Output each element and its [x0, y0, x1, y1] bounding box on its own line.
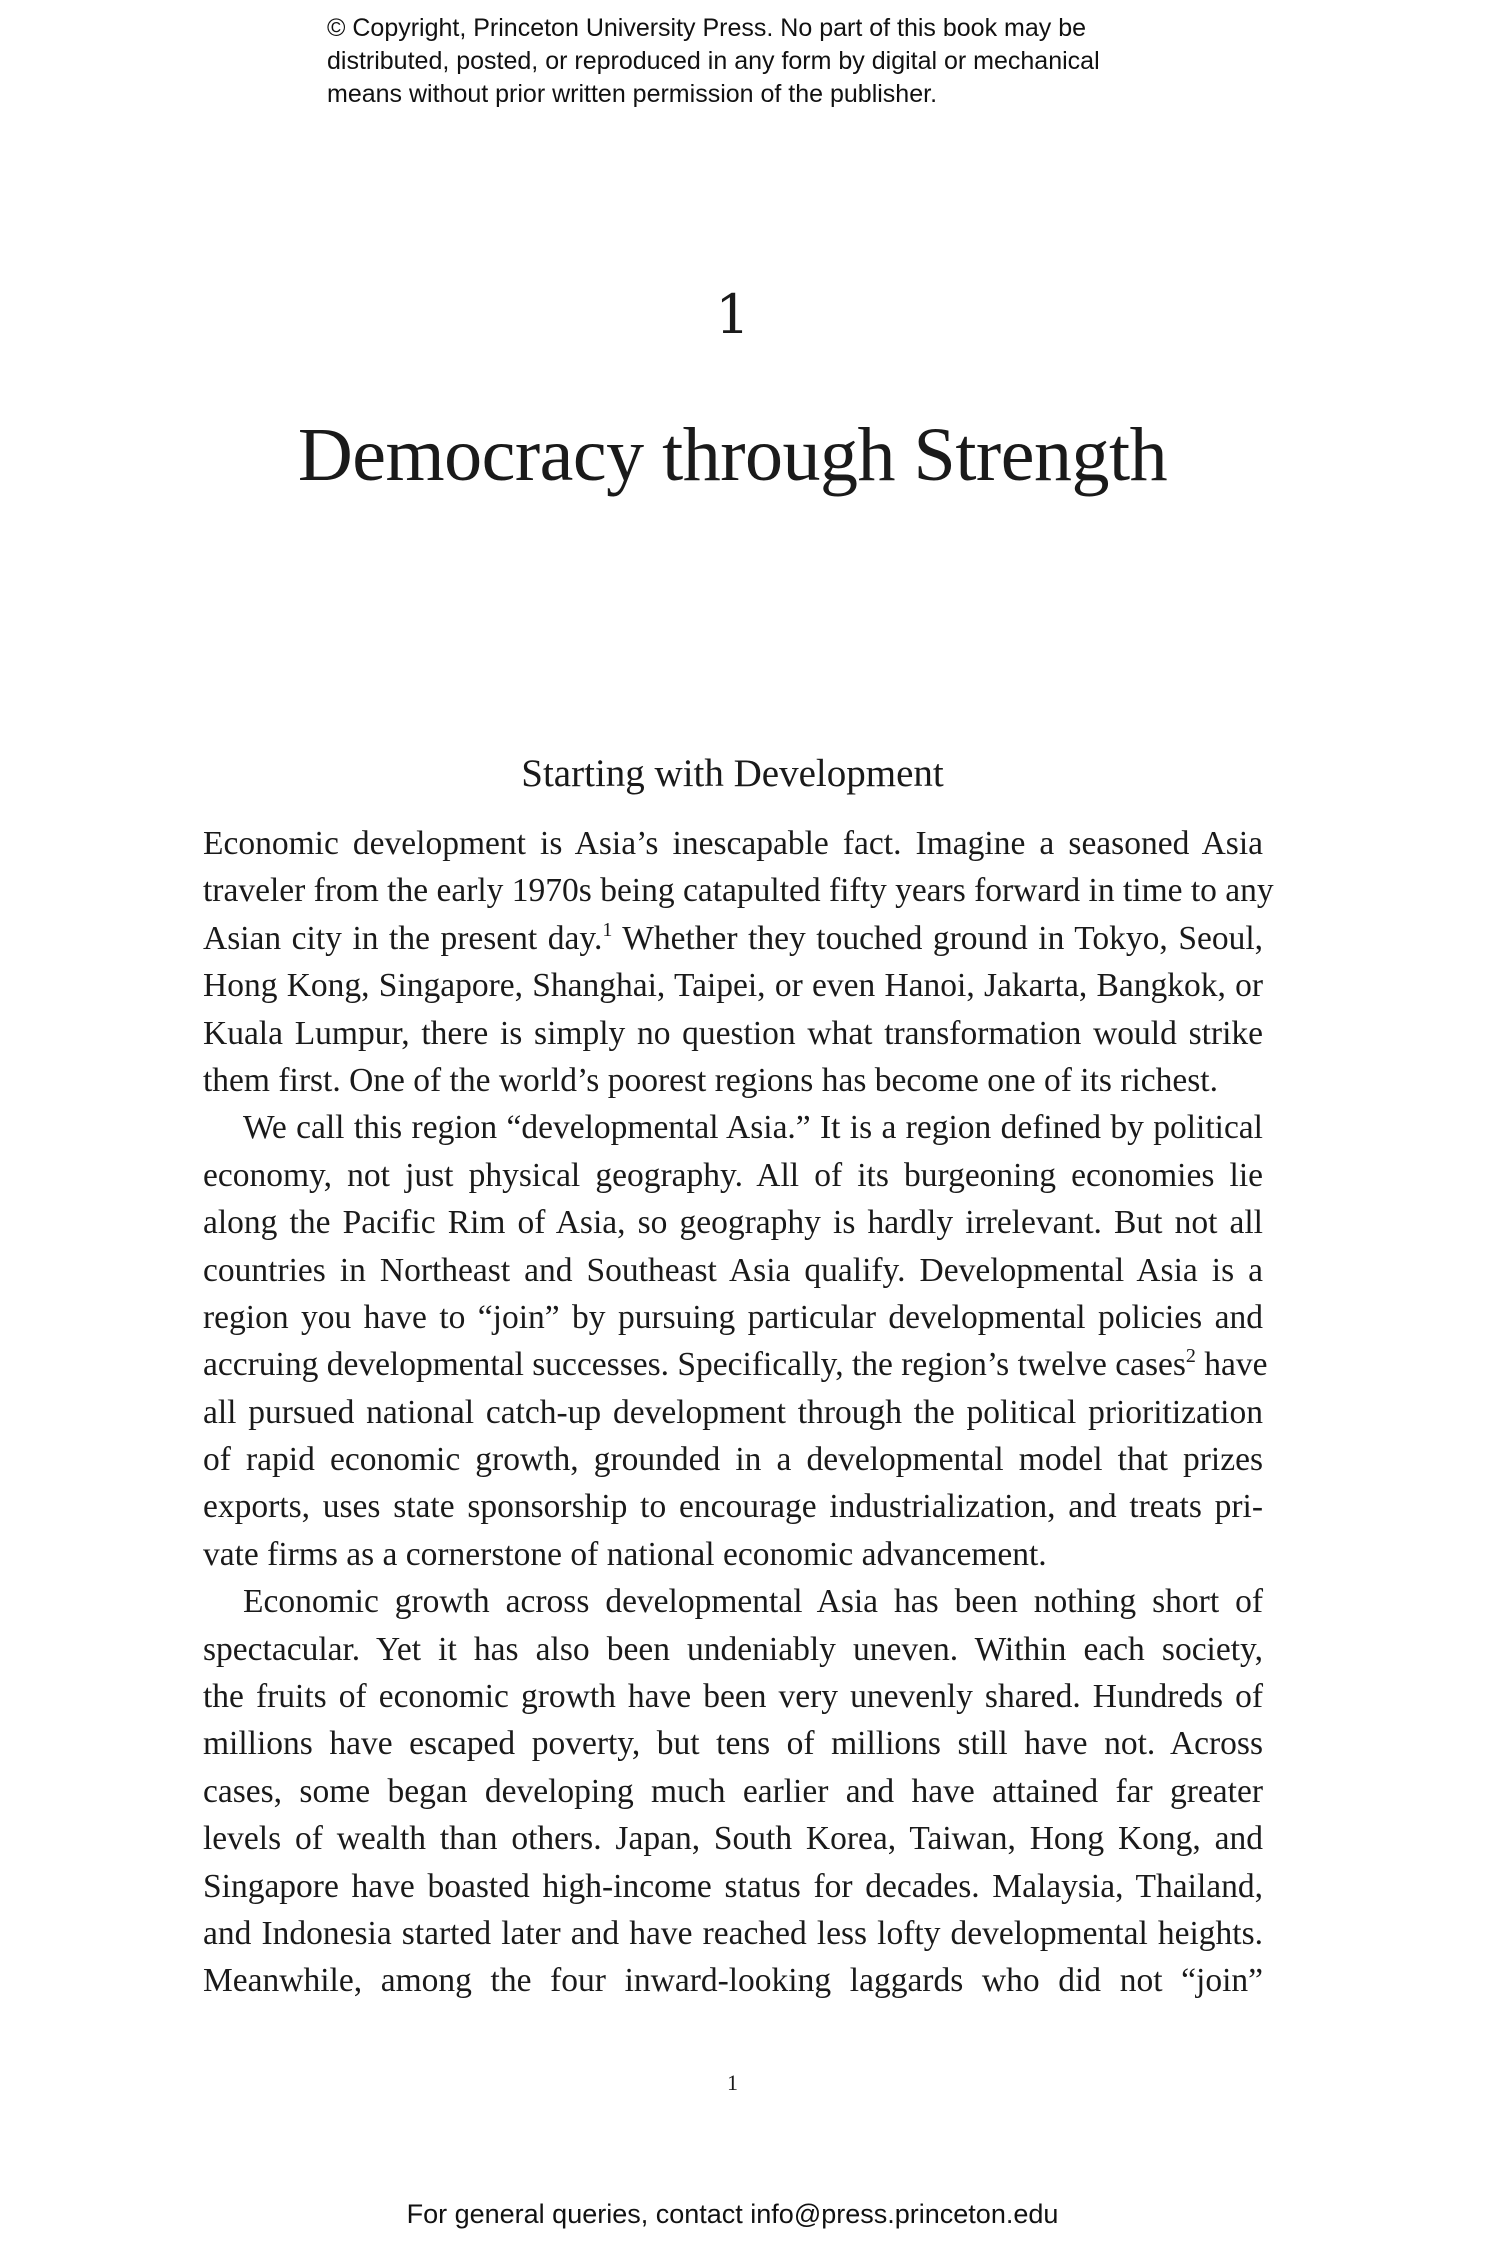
paragraph — [203, 1104, 1268, 1578]
paragraph — [203, 1578, 1263, 2005]
chapter-number: 1 — [715, 283, 750, 346]
text-line: cases, some began developing much earlier and have attained far greater — [203, 1772, 1263, 1810]
section-heading: Starting with Development — [521, 752, 944, 795]
text-fragment: accruing developmental successes. Specifically, the region’s twelve cases — [203, 1346, 1186, 1384]
text-line: economy, not just physical geography. All of its burgeoning economies lie — [203, 1156, 1263, 1194]
text-line: Kuala Lumpur, there is simply no question what transformation would strike — [203, 1014, 1263, 1052]
text-line — [203, 1341, 1268, 1388]
text-line: Economic growth across developmental Asia has been nothing short of — [243, 1583, 1263, 1621]
footnote-marker[interactable]: 1 — [602, 918, 613, 941]
text-line: along the Pacific Rim of Asia, so geography is hardly irrelevant. But not all — [203, 1204, 1263, 1242]
page-number: 1 — [727, 2070, 738, 2095]
text-line: levels of wealth than others. Japan, South Korea, Taiwan, Hong Kong, and — [203, 1820, 1263, 1858]
text-line: all pursued national catch-up development through the political prioritization — [203, 1393, 1263, 1431]
text-line: exports, uses state sponsorship to encourage industrialization, and treats pri- — [203, 1488, 1263, 1526]
copyright-line: means without prior written permission of the publisher. — [327, 80, 938, 108]
copyright-notice — [327, 12, 1227, 111]
paragraph — [203, 820, 1274, 1104]
text-fragment: have — [1195, 1346, 1268, 1384]
text-line: of rapid economic growth, grounded in a developmental model that prizes — [203, 1441, 1263, 1479]
text-fragment: Asian city in the present day. — [203, 919, 603, 957]
copyright-line: distributed, posted, or reproduced in any form by digital or mechanical — [327, 47, 1100, 75]
copyright-line: © Copyright, Princeton University Press. No part of this book may be — [327, 14, 1087, 42]
text-line: We call this region “developmental Asia.” It is a region defined by political — [243, 1109, 1263, 1147]
text-line: and Indonesia started later and have reached less lofty developmental heights. — [203, 1914, 1263, 1952]
text-line — [203, 915, 1263, 962]
text-line: Meanwhile, among the four inward-looking laggards who did not “join” — [203, 1962, 1263, 2000]
text-line: countries in Northeast and Southeast Asia qualify. Developmental Asia is a — [203, 1251, 1263, 1289]
text-line: millions have escaped poverty, but tens of millions still have not. Across — [203, 1725, 1263, 1763]
text-line: Hong Kong, Singapore, Shanghai, Taipei, or even Hanoi, Jakarta, Bangkok, or — [203, 967, 1263, 1005]
text-line: them first. One of the world’s poorest regions has become one of its richest. — [203, 1061, 1218, 1099]
text-fragment: Whether they touched ground in Tokyo, Seoul, — [612, 919, 1263, 957]
text-line: Economic development is Asia’s inescapable fact. Imagine a seasoned Asia — [203, 825, 1263, 862]
footer-contact: For general queries, contact info@press.princeton.edu — [406, 2199, 1059, 2229]
text-line: spectacular. Yet it has also been undeniably uneven. Within each society, — [203, 1630, 1263, 1668]
body-text — [203, 820, 1274, 2005]
text-line: region you have to “join” by pursuing particular developmental policies and — [203, 1298, 1263, 1336]
text-line: vate firms as a cornerstone of national economic advancement. — [203, 1535, 1047, 1573]
text-line: Singapore have boasted high-income status for decades. Malaysia, Thailand, — [203, 1867, 1263, 1905]
footnote-marker[interactable]: 2 — [1185, 1345, 1196, 1368]
text-line: the fruits of economic growth have been very unevenly shared. Hundreds of — [203, 1678, 1263, 1716]
text-line: traveler from the early 1970s being catapulted fifty years forward in time to any — [203, 872, 1274, 910]
chapter-title: Democracy through Strength — [297, 413, 1168, 497]
